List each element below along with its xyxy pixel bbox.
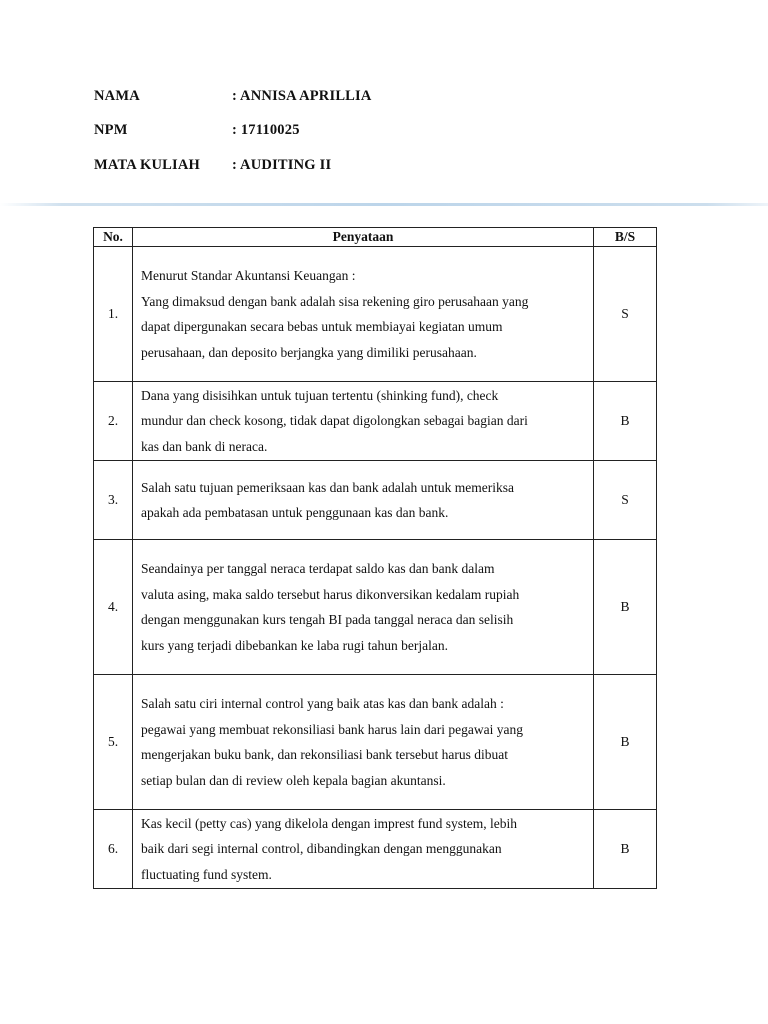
statement-line: setiap bulan dan di review oleh kepala bagian akuntansi. xyxy=(141,772,446,788)
column-header-answer: B/S xyxy=(594,228,657,247)
statement-line: Yang dimaksud dengan bank adalah sisa rekening giro perusahaan yang xyxy=(141,293,529,309)
row-number: 4. xyxy=(94,540,133,675)
statement-cell xyxy=(133,810,594,889)
statement-line: kurs yang terjadi dibebankan ke laba rugi tahun berjalan. xyxy=(141,637,449,653)
statement-line: Kas kecil (petty cas) yang dikelola dengan imprest fund system, lebih xyxy=(141,815,518,831)
mata-kuliah-value: : AUDITING II xyxy=(232,157,332,173)
npm-value: : 17110025 xyxy=(232,122,300,138)
statement-line: Dana yang disisihkan untuk tujuan tertentu (shinking fund), check xyxy=(141,387,499,403)
table-row xyxy=(94,540,657,675)
statement-line: Salah satu tujuan pemeriksaan kas dan bank adalah untuk memeriksa xyxy=(141,479,515,495)
nama-value: : ANNISA APRILLIA xyxy=(232,88,372,104)
statement-line: baik dari segi internal control, dibandingkan dengan menggunakan xyxy=(141,841,502,857)
statement-line: valuta asing, maka saldo tersebut harus dikonversikan kedalam rupiah xyxy=(141,586,520,602)
npm-label: NPM xyxy=(94,122,128,138)
row-number: 5. xyxy=(94,675,133,810)
table-row xyxy=(94,382,657,461)
statement-line: perusahaan, dan deposito berjangka yang dimiliki perusahaan. xyxy=(141,344,477,360)
table-row xyxy=(94,247,657,382)
row-number: 2. xyxy=(94,382,133,461)
answer-cell: S xyxy=(594,461,657,540)
statement-cell xyxy=(133,540,594,675)
statement-line: dengan menggunakan kurs tengah BI pada tanggal neraca dan selisih xyxy=(141,612,514,627)
table-row xyxy=(94,461,657,540)
page-divider xyxy=(0,203,768,206)
table-row xyxy=(94,810,657,889)
column-header-statement: Penyataan xyxy=(133,228,594,247)
statement-cell xyxy=(133,675,594,810)
answer-cell: B xyxy=(594,810,657,889)
statement-line: apakah ada pembatasan untuk penggunaan kas dan bank. xyxy=(141,505,449,520)
statement-line: fluctuating fund system. xyxy=(141,866,272,882)
statement-line: Salah satu ciri internal control yang baik atas kas dan bank adalah : xyxy=(141,696,504,711)
row-number: 3. xyxy=(94,461,133,540)
statement-line: dapat dipergunakan secara bebas untuk membiayai kegiatan umum xyxy=(141,319,503,334)
answer-cell: B xyxy=(594,540,657,675)
statement-table xyxy=(93,227,657,889)
table-header-row xyxy=(94,228,657,247)
statement-cell xyxy=(133,247,594,382)
nama-label: NAMA xyxy=(94,88,140,104)
statement-line: Menurut Standar Akuntansi Keuangan : xyxy=(141,268,356,283)
statement-cell xyxy=(133,461,594,540)
table-row xyxy=(94,675,657,810)
mata-kuliah-label: MATA KULIAH xyxy=(94,157,200,173)
statement-line: pegawai yang membuat rekonsiliasi bank harus lain dari pegawai yang xyxy=(141,721,524,737)
statement-cell xyxy=(133,382,594,461)
statement-line: kas dan bank di neraca. xyxy=(141,438,268,454)
row-number: 6. xyxy=(94,810,133,889)
column-header-no: No. xyxy=(94,228,133,247)
statement-line: mundur dan check kosong, tidak dapat digolongkan sebagai bagian dari xyxy=(141,413,528,429)
answer-cell: B xyxy=(594,675,657,810)
statement-line: Seandainya per tanggal neraca terdapat saldo kas dan bank dalam xyxy=(141,561,495,576)
statement-line: mengerjakan buku bank, dan rekonsiliasi bank tersebut harus dibuat xyxy=(141,747,509,762)
answer-cell: S xyxy=(594,247,657,382)
answer-cell: B xyxy=(594,382,657,461)
row-number: 1. xyxy=(94,247,133,382)
